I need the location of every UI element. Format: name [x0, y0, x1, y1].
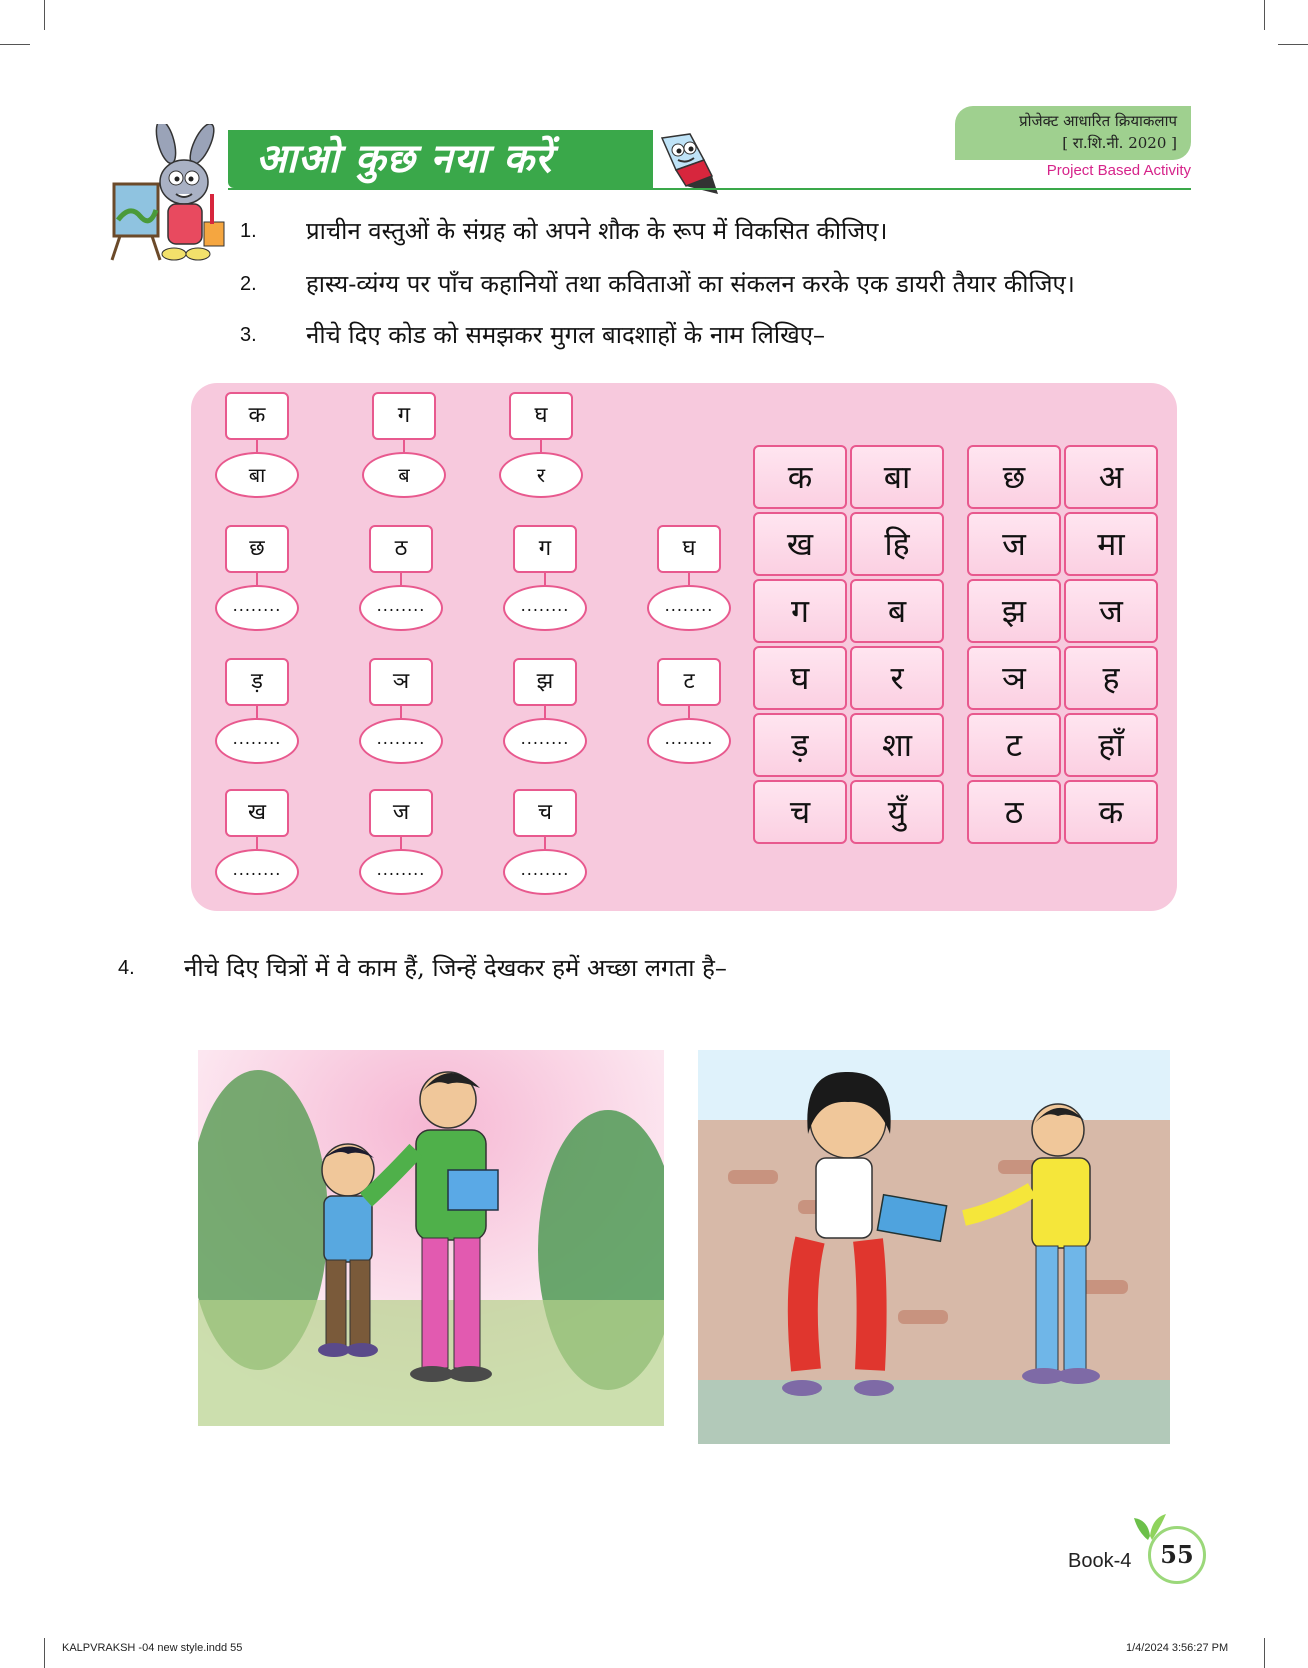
connector [400, 706, 402, 718]
code-letter-box: ज [369, 789, 433, 837]
key-syllable-cell: क [1064, 780, 1158, 844]
section-title: आओ कुछ नया करें [256, 135, 553, 182]
section-title-banner [228, 130, 653, 188]
code-letter-box: ठ [369, 525, 433, 573]
connector [540, 440, 542, 452]
question-text: नीचे दिए कोड को समझकर मुगल बादशाहों के नाम लिखिए– [306, 321, 825, 349]
code-letter-box: ख [225, 789, 289, 837]
key-code-cell: घ [753, 646, 847, 710]
code-letter-box: घ [509, 392, 573, 440]
code-letter-box: ड़ [225, 658, 289, 706]
code-letter-box: ञ [369, 658, 433, 706]
answer-cloud-blank: ........ [647, 718, 731, 764]
project-label-box [955, 106, 1191, 160]
connector [400, 837, 402, 849]
illustration-girl-giving-book [698, 1050, 1170, 1444]
answer-cloud-blank: ........ [503, 585, 587, 631]
question-text: नीचे दिए चित्रों में वे काम हैं, जिन्हें देखकर हमें अच्छा लगता है– [184, 954, 727, 982]
key-syllable-cell: ब [850, 579, 944, 643]
key-code-cell: छ [967, 445, 1061, 509]
answer-cloud-blank: ........ [215, 585, 299, 631]
illustration-man-and-boy [198, 1050, 664, 1426]
crop-mark [44, 0, 45, 30]
key-code-cell: ठ [967, 780, 1061, 844]
connector [256, 573, 258, 585]
project-label: प्रोजेक्ट आधारित क्रियाकलाप [1019, 112, 1177, 130]
park-scene-drawing [198, 1050, 664, 1426]
crop-mark [1264, 1638, 1265, 1668]
key-syllable-cell: शा [850, 713, 944, 777]
code-letter-box: घ [657, 525, 721, 573]
connector [544, 706, 546, 718]
connector [688, 706, 690, 718]
code-letter-box: ट [657, 658, 721, 706]
key-syllable-cell: युँ [850, 780, 944, 844]
key-syllable-cell: र [850, 646, 944, 710]
connector [544, 837, 546, 849]
question-number: 1. [240, 220, 257, 242]
crop-mark [1278, 44, 1308, 45]
question-text: हास्य-व्यंग्य पर पाँच कहानियों तथा कविताओं का संकलन करके एक डायरी तैयार कीजिए। [306, 270, 1075, 298]
project-code: [ रा.शि.नी. 2020 ] [1062, 134, 1177, 152]
question-number: 3. [240, 324, 257, 346]
connector [256, 706, 258, 718]
answer-cloud-blank: ........ [647, 585, 731, 631]
connector [403, 440, 405, 452]
key-syllable-cell: ज [1064, 579, 1158, 643]
connector [256, 440, 258, 452]
book-label: Book-4 [1068, 1550, 1132, 1572]
wall-scene-drawing [698, 1050, 1170, 1444]
answer-cloud-blank: ........ [215, 718, 299, 764]
key-code-cell: क [753, 445, 847, 509]
answer-cloud-blank: ........ [503, 718, 587, 764]
question-number: 2. [240, 273, 257, 295]
code-letter-box: ग [513, 525, 577, 573]
print-timestamp: 1/4/2024 3:56:27 PM [1126, 1642, 1229, 1654]
key-code-cell: ञ [967, 646, 1061, 710]
file-slug: KALPVRAKSH -04 new style.indd 55 [62, 1642, 243, 1654]
connector [544, 573, 546, 585]
key-syllable-cell: ह [1064, 646, 1158, 710]
key-syllable-cell: अ [1064, 445, 1158, 509]
connector [400, 573, 402, 585]
key-code-cell: ड़ [753, 713, 847, 777]
key-code-cell: च [753, 780, 847, 844]
key-syllable-cell: हि [850, 512, 944, 576]
key-code-cell: ग [753, 579, 847, 643]
code-letter-box: ग [372, 392, 436, 440]
code-letter-box: छ [225, 525, 289, 573]
answer-cloud-blank: ........ [359, 585, 443, 631]
answer-cloud-blank: ........ [359, 849, 443, 895]
code-puzzle-panel [191, 383, 1177, 911]
code-letter-box: क [225, 392, 289, 440]
page-number: 55 [1148, 1526, 1206, 1584]
answer-cloud-blank: ........ [503, 849, 587, 895]
project-english-label: Project Based Activity [1046, 162, 1191, 179]
key-code-cell: ट [967, 713, 1061, 777]
question-number: 4. [118, 957, 135, 979]
crop-mark [1264, 0, 1265, 30]
answer-cloud-blank: ........ [359, 718, 443, 764]
crop-mark [0, 44, 30, 45]
answer-cloud-blank: ........ [215, 849, 299, 895]
answer-cloud: बा [215, 452, 299, 498]
connector [256, 837, 258, 849]
code-letter-box: झ [513, 658, 577, 706]
question-text: प्राचीन वस्तुओं के संग्रह को अपने शौक के रूप में विकसित कीजिए। [306, 217, 888, 245]
rabbit-painter-illustration [110, 124, 228, 264]
connector [688, 573, 690, 585]
code-letter-box: च [513, 789, 577, 837]
key-code-cell: ख [753, 512, 847, 576]
crop-mark [44, 1638, 45, 1668]
answer-cloud: र [499, 452, 583, 498]
key-syllable-cell: मा [1064, 512, 1158, 576]
key-code-cell: ज [967, 512, 1061, 576]
key-syllable-cell: हाँ [1064, 713, 1158, 777]
answer-cloud: ब [362, 452, 446, 498]
title-underline [228, 188, 1191, 190]
key-syllable-cell: बा [850, 445, 944, 509]
key-code-cell: झ [967, 579, 1061, 643]
